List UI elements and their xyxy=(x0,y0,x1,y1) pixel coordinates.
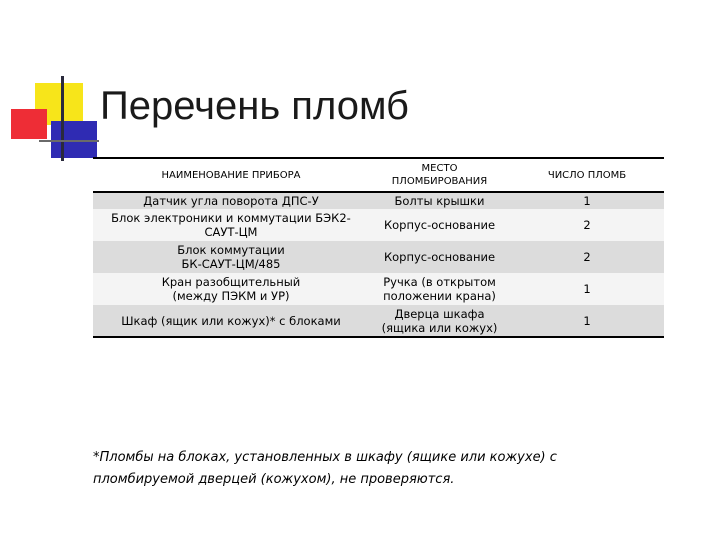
cell-device-line1: Кран разобщительный xyxy=(161,275,301,289)
logo-red-square xyxy=(11,109,47,139)
cell-place-line2: положении крана) xyxy=(383,289,496,303)
cell-count: 1 xyxy=(583,282,591,296)
table-row xyxy=(93,209,664,241)
header-place xyxy=(369,158,510,192)
cell-device xyxy=(93,305,369,337)
header-device: НАИМЕНОВАНИЕ ПРИБОРА xyxy=(93,158,369,192)
cell-device xyxy=(93,273,369,305)
cell-place-line1: Дверца шкафа xyxy=(394,306,485,321)
cell-device-line2: САУТ-ЦМ xyxy=(204,225,258,239)
footnote-line1: *Пломбы на блоках, установленных в шкафу (ящике или кожухе) с xyxy=(93,450,557,465)
cell-place xyxy=(369,241,510,273)
cell-place-line1: Болты крышки xyxy=(394,194,485,208)
cell-count: 2 xyxy=(583,250,591,264)
cell-device-line2: БК-САУТ-ЦМ/485 xyxy=(181,257,281,271)
table-header xyxy=(93,158,664,192)
cell-place xyxy=(369,209,510,241)
logo-horizontal-line xyxy=(39,140,99,142)
cell-count: 2 xyxy=(583,218,591,232)
cell-place xyxy=(369,192,510,209)
header-place-line2: ПЛОМБИРОВАНИЯ xyxy=(391,176,488,187)
cell-place-line1: Ручка (в открытом xyxy=(383,275,496,289)
cell-device xyxy=(93,192,369,209)
header-count: ЧИСЛО ПЛОМБ xyxy=(510,158,664,192)
logo-vertical-line xyxy=(61,76,64,161)
slide-logo-decoration xyxy=(0,0,100,170)
table-body xyxy=(93,192,664,337)
cell-count: 1 xyxy=(583,313,591,328)
table-row xyxy=(93,273,664,305)
header-place-line1: МЕСТО xyxy=(421,163,458,174)
table-row xyxy=(93,241,664,273)
cell-device-line1: Блок коммутации xyxy=(177,243,285,257)
cell-place xyxy=(369,305,510,337)
cell-place-line2: (ящика или кожух) xyxy=(381,320,498,335)
table-row xyxy=(93,192,664,209)
cell-device xyxy=(93,209,369,241)
seals-table xyxy=(93,157,664,338)
cell-place-line1: Корпус-основание xyxy=(383,250,496,264)
cell-device-line1: Шкаф (ящик или кожух)* с блоками xyxy=(121,313,341,328)
table-header-row xyxy=(93,158,664,192)
cell-device-line1: Блок электроники и коммутации БЭК2- xyxy=(111,211,351,225)
cell-place xyxy=(369,273,510,305)
cell-device-line1: Датчик угла поворота ДПС-У xyxy=(143,194,319,208)
cell-device xyxy=(93,241,369,273)
table-row xyxy=(93,305,664,337)
footnote xyxy=(93,447,653,491)
cell-place-line1: Корпус-основание xyxy=(383,218,496,232)
cell-device-line2: (между ПЭКМ и УР) xyxy=(172,289,290,303)
footnote-line2: пломбируемой дверцей (кожухом), не проверяются. xyxy=(93,472,455,487)
cell-count: 1 xyxy=(583,194,591,208)
slide-title: Перечень пломб xyxy=(100,84,409,128)
